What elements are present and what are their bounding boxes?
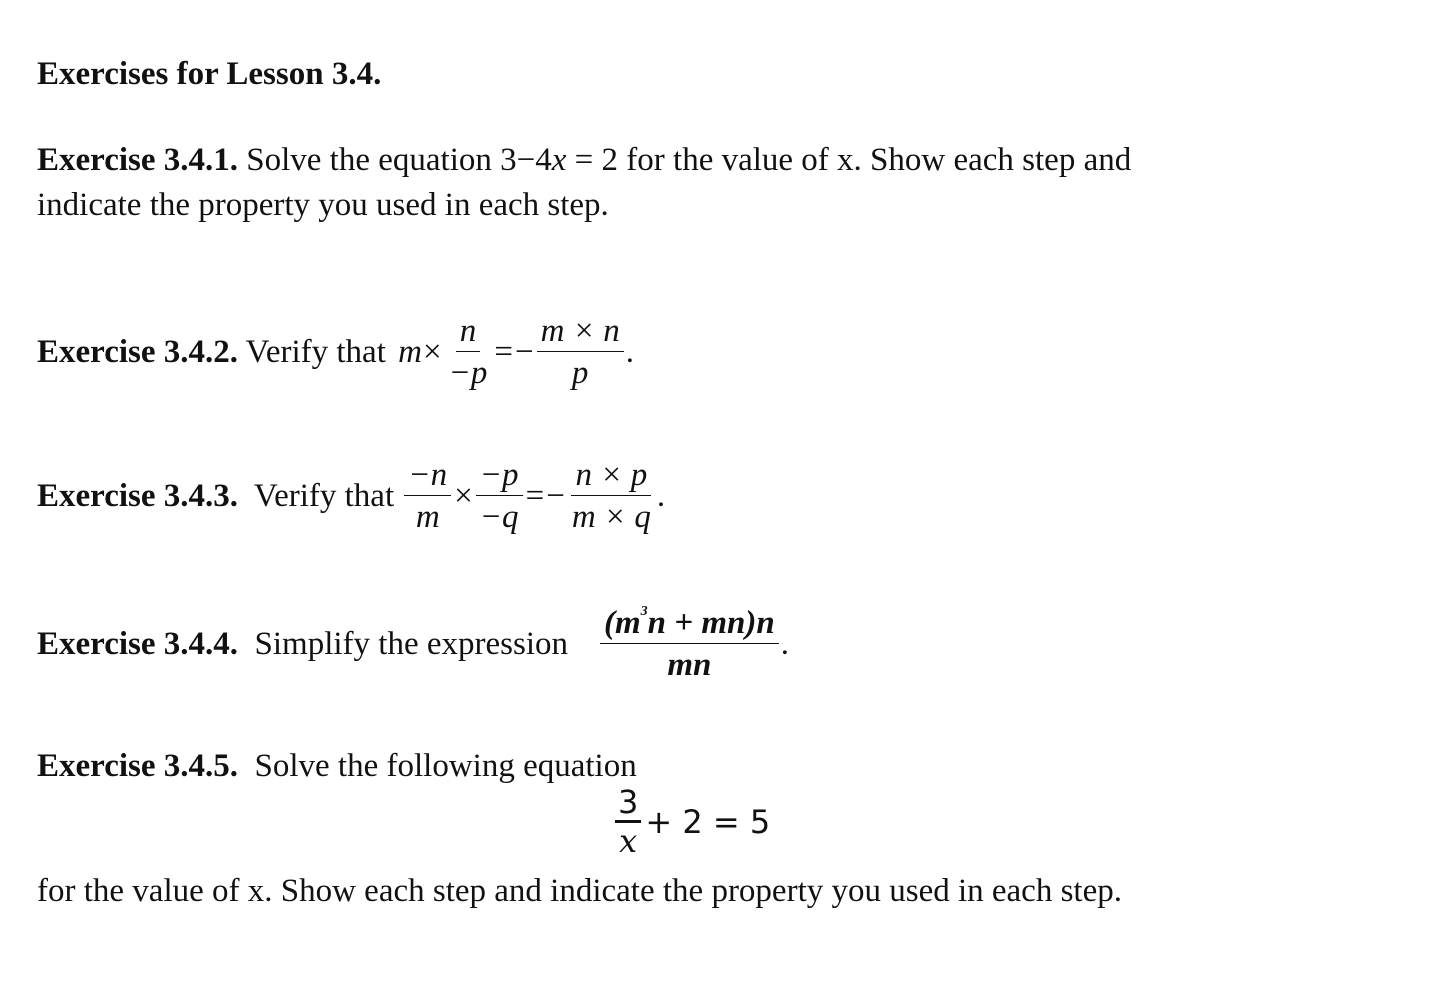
fraction-denominator: x bbox=[619, 821, 638, 860]
fraction bbox=[568, 458, 655, 534]
exercise-label: Exercise 3.4.5. bbox=[37, 748, 239, 784]
fraction-numerator: m × n bbox=[537, 314, 624, 352]
exercise-3-4-2 bbox=[37, 314, 634, 390]
exercise-3-4-5-line2: for the value of x. Show each step and indicate the property you used in each step. bbox=[37, 873, 1122, 909]
equation-term: 4 bbox=[535, 142, 552, 178]
fraction-denominator: p bbox=[571, 354, 589, 391]
fraction bbox=[476, 458, 523, 534]
equation-term: 3 bbox=[500, 142, 517, 178]
fraction-denominator: −p bbox=[448, 354, 488, 391]
period: . bbox=[625, 333, 634, 370]
fraction bbox=[600, 606, 779, 682]
equation-operator: = bbox=[566, 142, 602, 178]
page-title: Exercises for Lesson 3.4. bbox=[37, 56, 382, 92]
exercise-3-4-5 bbox=[37, 744, 637, 788]
negative-sign: − bbox=[546, 477, 565, 514]
equals-operator: = bbox=[494, 333, 513, 370]
negative-sign: − bbox=[515, 333, 534, 370]
times-operator: × bbox=[454, 477, 473, 514]
exercise-text: Verify that bbox=[238, 333, 395, 370]
exercise-label: Exercise 3.4.1. bbox=[37, 142, 239, 178]
numerator-open: (m bbox=[603, 605, 641, 641]
exercise-label: Exercise 3.4.4. bbox=[37, 625, 239, 662]
equation-variable: x bbox=[551, 142, 567, 178]
numerator-rest: n + mn)n bbox=[647, 605, 775, 641]
fraction bbox=[445, 314, 492, 390]
equals-operator: = bbox=[525, 477, 545, 514]
fraction-numerator: −n bbox=[404, 458, 451, 496]
exercise-text: for the value of x. Show each step and bbox=[618, 142, 1132, 178]
fraction-denominator: m bbox=[415, 498, 440, 535]
fraction-denominator: mn bbox=[667, 646, 712, 683]
fraction-numerator: n bbox=[456, 314, 481, 352]
equation-term: 2 bbox=[601, 142, 619, 178]
fraction-numerator: 3 bbox=[615, 786, 641, 823]
fraction-numerator bbox=[600, 606, 779, 644]
exercise-3-4-4 bbox=[37, 606, 789, 682]
times-operator: × bbox=[422, 333, 442, 370]
exercise-text: Solve the equation bbox=[238, 142, 501, 178]
fraction-numerator: −p bbox=[476, 458, 523, 496]
exercise-3-4-1-line2: indicate the property you used in each step. bbox=[37, 187, 609, 223]
exercise-3-4-1 bbox=[37, 138, 1131, 182]
exercise-label: Exercise 3.4.3. bbox=[37, 477, 239, 514]
fraction bbox=[537, 314, 624, 390]
fraction bbox=[615, 783, 641, 860]
math-variable: m bbox=[398, 333, 422, 370]
fraction bbox=[404, 458, 451, 534]
equation-rest: + 2 = 5 bbox=[645, 803, 771, 842]
equation-operator: − bbox=[516, 142, 536, 178]
centered-equation bbox=[613, 783, 771, 860]
exercise-text: Simplify the expression bbox=[238, 625, 568, 662]
exercise-3-4-3 bbox=[37, 458, 665, 534]
fraction-numerator: n × p bbox=[571, 458, 651, 496]
exercise-text: Verify that bbox=[238, 477, 403, 514]
exponent: 3 bbox=[640, 604, 648, 619]
fraction-denominator: −q bbox=[479, 498, 519, 535]
period: . bbox=[780, 625, 789, 662]
exercise-label: Exercise 3.4.2. bbox=[37, 333, 239, 370]
period: . bbox=[656, 477, 666, 514]
fraction-denominator: m × q bbox=[571, 498, 651, 535]
exercise-text: Solve the following equation bbox=[238, 748, 637, 784]
